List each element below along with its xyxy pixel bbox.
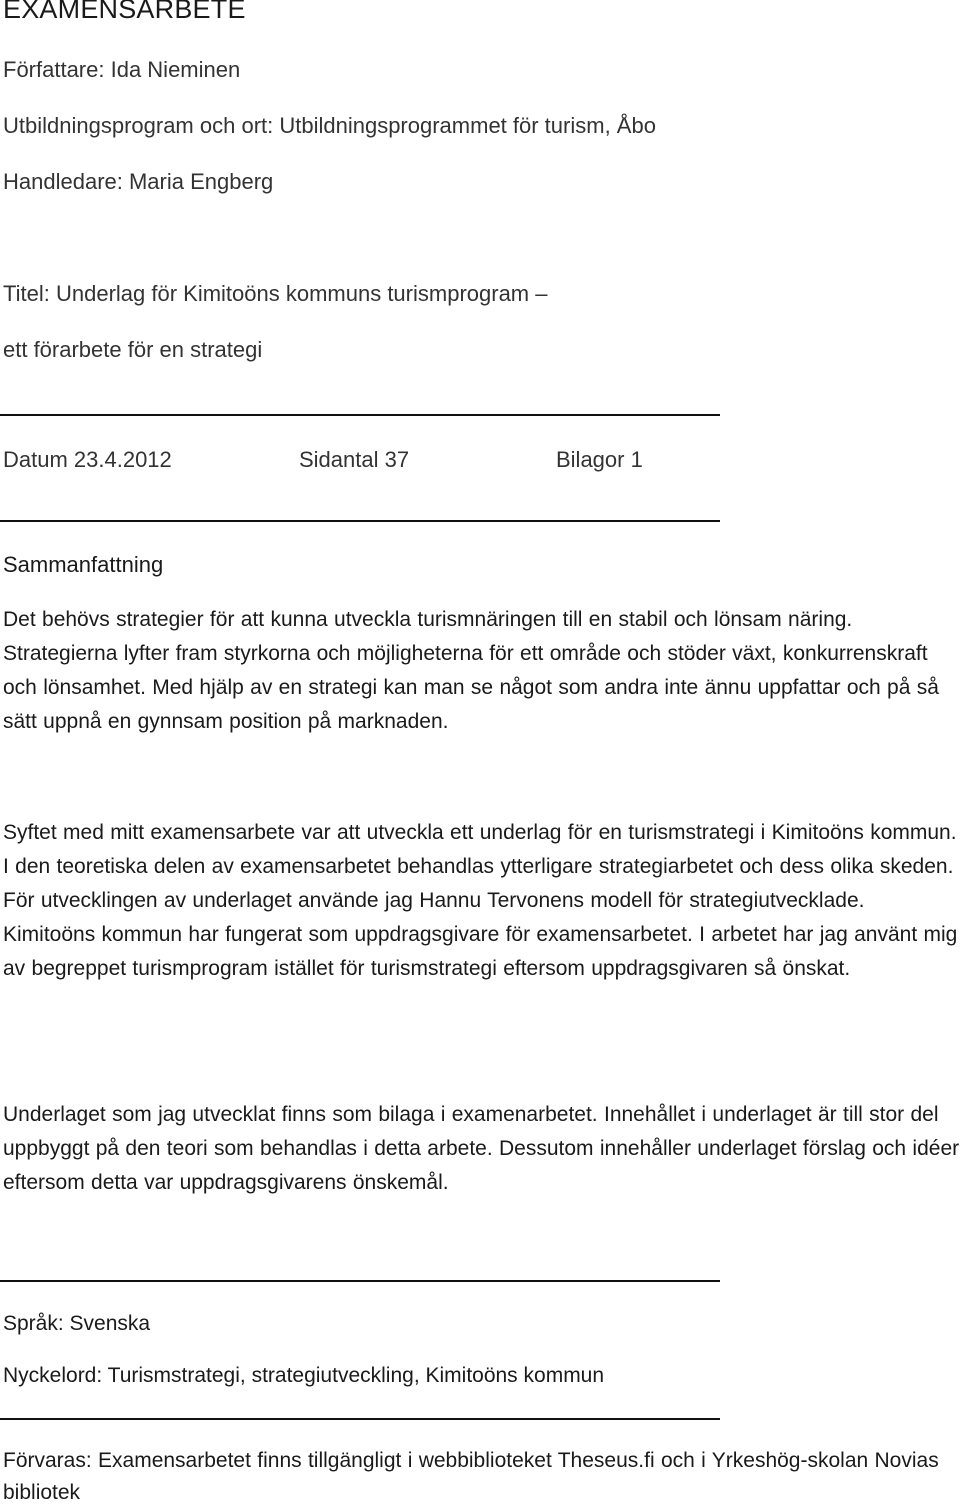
divider-bottom — [0, 1418, 720, 1420]
summary-paragraph-2: Syftet med mitt examensarbete var att utveckla ett underlag för en turismstrategi i Kimitoöns kommun. I den teoretiska delen av examensarbetet behandlas ytterligare strategiarbetet och dess olika skeden. För utvecklingen av underlaget använde jag Hannu Tervonens modell för strategiutvecklade. Kimitoöns kommun har fungerat som uppdragsgivare för examensarbetet. I arbetet har jag använt mig av begreppet turismprogram istället för turismstrategi eftersom uppdragsgivaren så önskat. — [3, 821, 958, 980]
summary-paragraph-1: Det behövs strategier för att kunna utveckla turismnäringen till en stabil och lönsam näring. Strategierna lyfter fram styrkorna och möjligheterna för ett område och stöder växt, konkurrenskraft och lönsamhet. Med hjälp av en strategi kan man se något som andra inte ännu uppfattar och på så sätt uppnå en gynnsam position på marknaden. — [3, 608, 939, 733]
divider-top — [0, 414, 720, 416]
keywords-field: Nyckelord: Turismstrategi, strategiutveckling, Kimitoöns kommun — [3, 1364, 605, 1387]
thesis-title-line-2: ett förarbete för en strategi — [3, 337, 263, 362]
divider-meta — [0, 1280, 720, 1282]
language-field: Språk: Svenska — [3, 1312, 151, 1335]
author-line: Författare: Ida Nieminen — [3, 57, 241, 82]
summary-heading: Sammanfattning — [3, 552, 164, 577]
date-field: Datum 23.4.2012 — [3, 447, 172, 472]
pages-field: Sidantal 37 — [299, 447, 410, 472]
supervisor-line: Handledare: Maria Engberg — [3, 169, 274, 194]
divider-summary — [0, 520, 720, 522]
appendices-field: Bilagor 1 — [556, 447, 643, 472]
summary-paragraph-3: Underlaget som jag utvecklat finns som bilaga i examenarbetet. Innehållet i underlaget är till stor del uppbyggt på den teori som behandlas i detta arbete. Dessutom innehåller underlaget förslag och idéer eftersom detta var uppdragsgivarens önskemål. — [3, 1103, 960, 1194]
program-line: Utbildningsprogram och ort: Utbildningsprogrammet för turism, Åbo — [3, 113, 656, 138]
thesis-title-line-1: Titel: Underlag för Kimitoöns kommuns turismprogram – — [3, 281, 548, 306]
document-title: EXAMENSARBETE — [3, 0, 246, 24]
storage-field: Förvaras: Examensarbetet finns tillgängligt i webbiblioteket Theseus.fi och i Yrkeshög-skolan Novias bibliotek — [3, 1449, 939, 1504]
